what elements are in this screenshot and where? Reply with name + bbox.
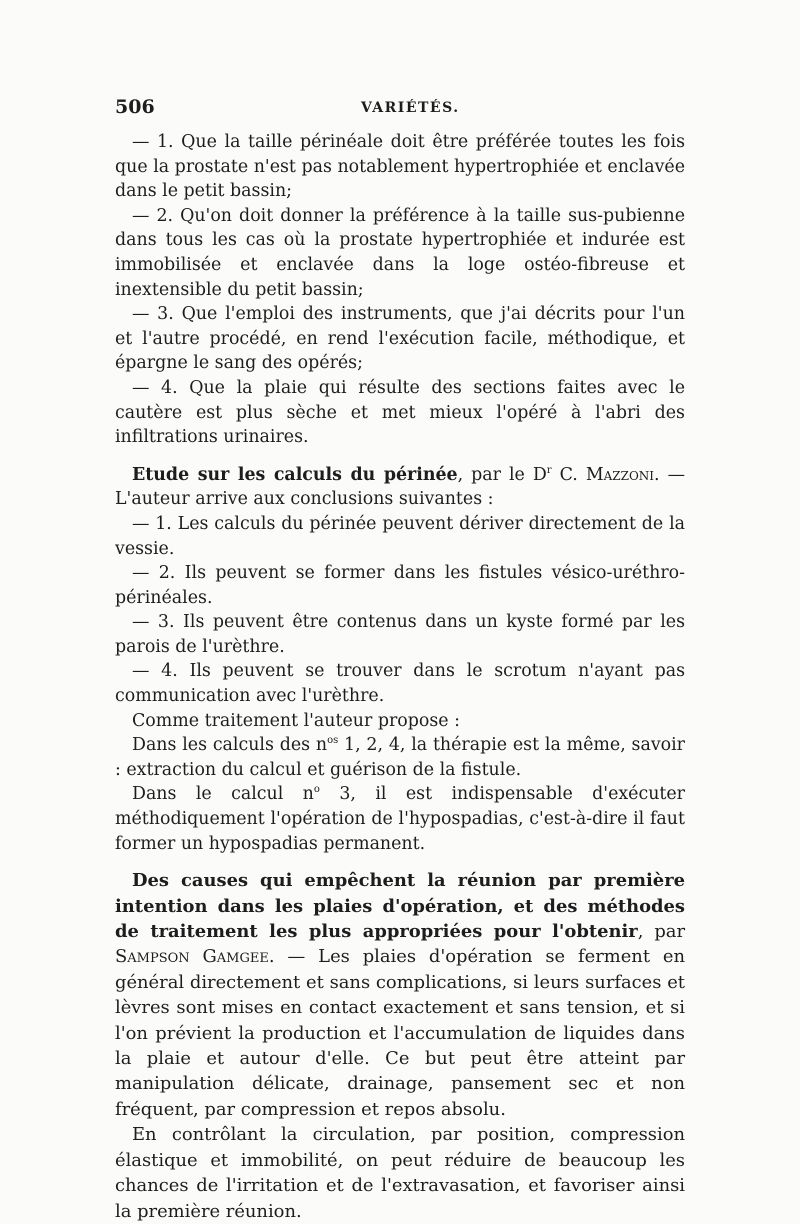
conclusion-item: — 2. Ils peuvent se former dans les fistules vésico-uréthro- périnéales. [115, 563, 685, 608]
section-title: Etude sur les calculs du périnée [132, 464, 458, 485]
text-run: 3, il est indispensable d'exécuter méthodiquement l'opération de l'hypospadias, c'est-à-dire il faut former un hypospadias permanent. [115, 784, 685, 854]
text-run: 1, 2, 4, la thérapie est la même, savoir : extraction du calcul et guérison de la fistule. [115, 735, 685, 780]
running-head: VARIÉTÉS. [361, 100, 460, 116]
conclusion-item: — 1. Que la taille périnéale doit être préférée toutes les fois que la prostate n'est pas notablement hypertrophiée et enclavée dans le petit bassin; [115, 132, 685, 202]
page-header [115, 96, 685, 126]
text-run: Dans les calculs des n [132, 735, 328, 756]
author-name: Sampson Gamgee. [115, 946, 275, 968]
doctor-abbrev-sup: r [546, 464, 552, 476]
conclusion-item: — 2. Qu'on doit donner la préférence à la taille sus-pubienne dans tous les cas où la prostate hypertrophiée et indurée est immobilisée et enclavée dans la loge ostéo-fibreuse et inextensible du petit bassin; [115, 205, 685, 300]
byline: , par [637, 921, 685, 943]
paragraph: Comme traitement l'auteur propose : [132, 710, 460, 731]
section-intro [115, 868, 685, 1122]
numero-sup: os [327, 735, 339, 747]
conclusion-item: — 3. Que l'emploi des instruments, que j'ai décrits pour l'un et l'autre procédé, en rend l'exécution facile, méthodique, et épargne le sang des opérés; [115, 304, 685, 374]
conclusion-item: — 4. Ils peuvent se trouver dans le scrotum n'ayant pas communication avec l'urèthre. [115, 661, 685, 707]
byline: , par le [457, 464, 533, 485]
page-number: 506 [115, 96, 155, 118]
intro-text: — Les plaies d'opération se ferment en général directement et sans complications, si leurs surfaces et lèvres sont mises en contact exactement et sans tension, et si l'on prévient la production et l'accumulation de liquides dans la plaie et autour d'elle. Ce but peut être atteint par manipulation délicate, drainage, pansement sec et non fréquent, par compression et repos absolu. [115, 946, 685, 1120]
text-run: Dans le calcul n [132, 784, 314, 805]
intro-text: — L'auteur arrive aux conclusions suivantes : [115, 464, 686, 510]
paragraph [115, 782, 685, 856]
conclusion-item: — 1. Les calculs du périnée peuvent dériver directement de la vessie. [115, 513, 685, 559]
numero-sup: o [313, 784, 320, 796]
body-text [115, 130, 685, 1224]
doctor-abbrev: D [532, 464, 547, 485]
conclusion-item: — 3. Ils peuvent être contenus dans un kyste formé par les parois de l'urèthre. [115, 612, 685, 657]
section-title: Des causes qui empêchent la réunion par première intention dans les plaies d'opération, et des méthodes de traitement les plus appropriées pour l'obtenir [115, 870, 685, 943]
conclusion-item: — 4. Que la plaie qui résulte des sections faites avec le cautère est plus sèche et met mieux l'opéré à l'abri des infiltrations urinaires. [115, 377, 685, 448]
paragraph: En contrôlant la circulation, par position, compression élastique et immobilité, on peut réduire de beaucoup les chances de l'irritation et de l'extravasation, et favoriser ainsi la première réunion. [115, 1124, 685, 1222]
section-intro [115, 463, 685, 512]
paragraph [115, 733, 685, 782]
author-name: C. Mazzoni. [551, 464, 660, 485]
